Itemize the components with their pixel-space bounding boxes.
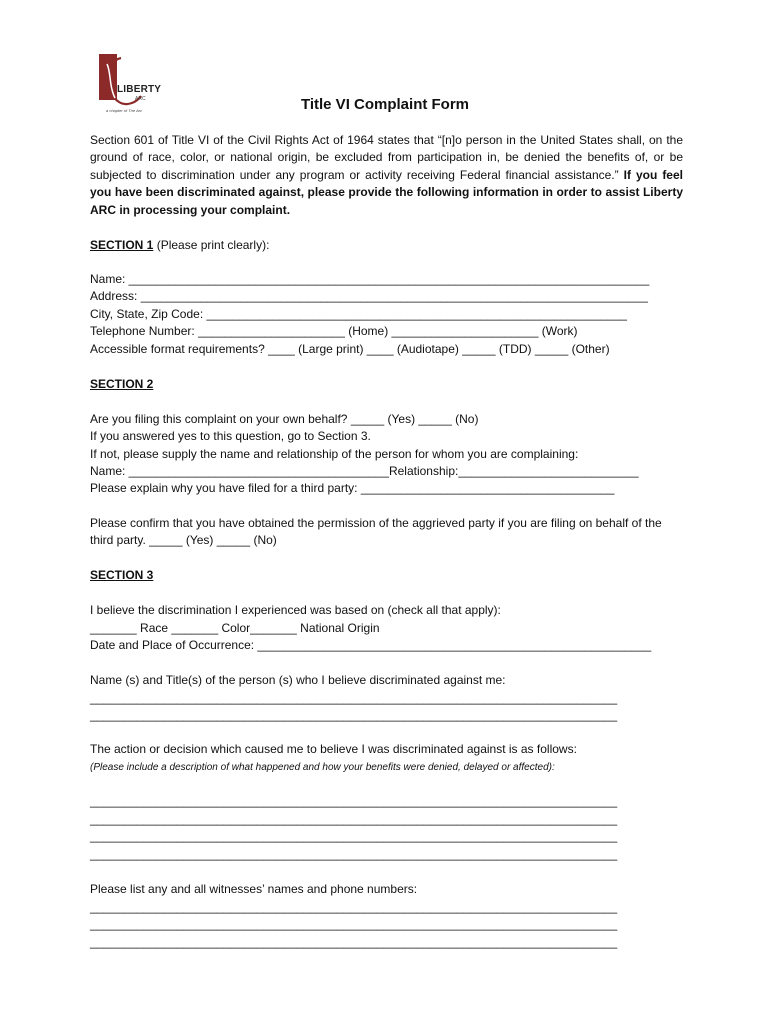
basis-options-field[interactable]: _______ Race _______ Color_______ National Origin (90, 621, 380, 635)
third-party-instruction: If not, please supply the name and relationship of the person for whom you are complaining: (90, 447, 579, 461)
witness-blank-line[interactable]: _______________________________________________________________________________ (90, 900, 618, 914)
address-field[interactable]: Address: ____________________________________________________________________________ (90, 289, 648, 303)
go-to-section3-text: If you answered yes to this question, go to Section 3. (90, 429, 371, 443)
names-blank-line[interactable]: _______________________________________________________________________________ (90, 708, 618, 722)
names-blank-line[interactable]: _______________________________________________________________________________ (90, 691, 618, 705)
logo-wordmark: LIBERTY (117, 84, 162, 95)
intro-paragraph (90, 132, 683, 219)
action-note: (Please include a description of what happened and how your benefits were denied, delayed or affected): (90, 762, 555, 773)
intro-text: Section 601 of Title VI of the Civil Rights Act of 1964 states that “[n]o person in the United States shall, on the ground of race, color, or national origin, be excluded from participation in, be denied the benefits of, or be subjected to discrimination under any program or activity receiving Federal financial assistance.” (90, 133, 683, 182)
intro-bold-text: If you feel you have been discriminated against, please provide the following information in order to assist Liberty ARC in processing your complaint. (90, 167, 683, 217)
third-party-name-field[interactable]: Name: _______________________________________Relationship:___________________________ (90, 464, 639, 478)
action-blank-line[interactable]: _______________________________________________________________________________ (90, 847, 618, 861)
name-field[interactable]: Name: ______________________________________________________________________________ (90, 272, 650, 286)
names-titles-prompt: Name (s) and Title(s) of the person (s) who I believe discriminated against me: (90, 673, 506, 687)
witness-blank-line[interactable]: _______________________________________________________________________________ (90, 917, 618, 931)
section3-heading: SECTION 3 (90, 568, 154, 582)
section1-heading: SECTION 1 (90, 238, 154, 252)
action-blank-line[interactable]: _______________________________________________________________________________ (90, 794, 618, 808)
city-state-zip-field[interactable]: City, State, Zip Code: _______________________________________________________________ (90, 307, 627, 321)
section2-heading: SECTION 2 (90, 377, 154, 391)
action-blank-line[interactable]: _______________________________________________________________________________ (90, 829, 618, 843)
witness-prompt: Please list any and all witnesses’ names and phone numbers: (90, 882, 418, 896)
permission-confirm-field[interactable]: Please confirm that you have obtained the permission of the aggrieved party if you are filing on behalf of the third party. _____ (Yes) _____ (No) (90, 516, 662, 548)
form-title: Title VI Complaint Form (300, 96, 470, 113)
date-place-field[interactable]: Date and Place of Occurrence: ___________________________________________________________ (90, 638, 652, 652)
section1-header (90, 237, 683, 254)
witness-blank-line[interactable]: _______________________________________________________________________________ (90, 935, 618, 949)
own-behalf-question[interactable]: Are you filing this complaint on your own behalf? _____ (Yes) _____ (No) (90, 412, 479, 426)
telephone-field[interactable]: Telephone Number: ______________________ (Home) ______________________ (Work) (90, 324, 578, 338)
logo-tagline: a chapter of The Arc (106, 108, 143, 113)
action-blank-line[interactable]: _______________________________________________________________________________ (90, 812, 618, 826)
section1-note: (Please print clearly): (156, 238, 270, 252)
accessible-format-field[interactable]: Accessible format requirements? ____ (Large print) ____ (Audiotape) _____ (TDD) _____ (Other) (90, 342, 610, 356)
logo-sub: ARC (135, 96, 146, 102)
action-prompt: The action or decision which caused me to believe I was discriminated against is as follows: (90, 742, 577, 756)
third-party-reason-field[interactable]: Please explain why you have filed for a third party: ______________________________________ (90, 481, 615, 495)
basis-intro: I believe the discrimination I experienced was based on (check all that apply): (90, 603, 501, 617)
